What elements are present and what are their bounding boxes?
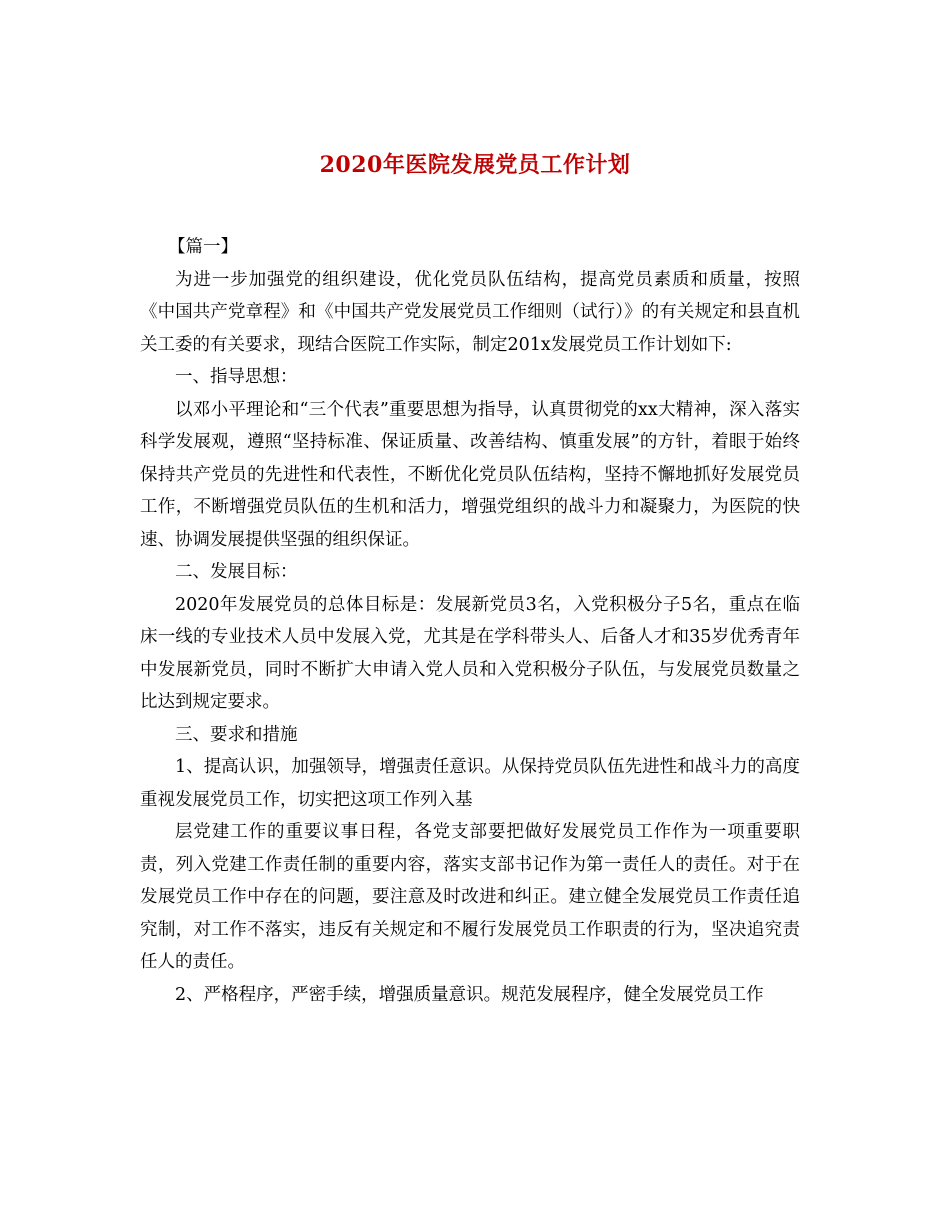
paragraph: 1、提高认识，加强领导，增强责任意识。从保持党员队伍先进性和战斗力的高度重视发展党员工作，切实把这项工作列入基 [140, 757, 800, 810]
paragraph: 2020年发展党员的总体目标是：发展新党员3名，入党积极分子5名，重点在临床一线的专业技术人员中发展入党，尤其是在学科带头人、后备人才和35岁优秀青年中发展新党员，同时不断扩大申请入党人员和入党积极分子队伍，与发展党员数量之比达到规定要求。 [140, 594, 800, 712]
document-title: 2020年医院发展党员工作计划 [319, 152, 631, 178]
document-body [140, 231, 800, 1011]
paragraph-heading: 一、指导思想： [175, 367, 298, 387]
paragraph: 为进一步加强党的组织建设，优化党员队伍结构，提高党员素质和质量，按照《中国共产党章程》和《中国共产党发展党员工作细则（试行）》的有关规定和县直机关工委的有关要求，现结合医院工作实际，制定201x发展党员工作计划如下: [140, 269, 800, 355]
paragraph-heading: 三、要求和措施 [175, 724, 298, 745]
paragraph: 以邓小平理论和“三个代表”重要思想为指导，认真贯彻党的xx大精神，深入落实科学发展观，遵照“坚持标准、保证质量、改善结构、慎重发展”的方针，着眼于始终保持共产党员的先进性和代表性，不断优化党员队伍结构，坚持不懈地抓好发展党员工作，不断增强党员队伍的生机和活力，增强党组织的战斗力和凝聚力，为医院的快速、协调发展提供坚强的组织保证。 [140, 399, 800, 550]
section-heading: 【篇一】 [168, 237, 238, 257]
paragraph-heading: 二、发展目标： [175, 562, 298, 582]
paragraph: 2、严格程序，严密手续，增强质量意识。规范发展程序，健全发展党员工作 [175, 984, 764, 1005]
paragraph: 层党建工作的重要议事日程，各党支部要把做好发展党员工作作为一项重要职责，列入党建工作责任制的重要内容，落实支部书记作为第一责任人的责任。对于在发展党员工作中存在的问题，要注意及时改进和纠正。建立健全发展党员工作责任追究制，对工作不落实，违反有关规定和不履行发展党员工作职责的行为，坚决追究责任人的责任。 [140, 822, 800, 972]
